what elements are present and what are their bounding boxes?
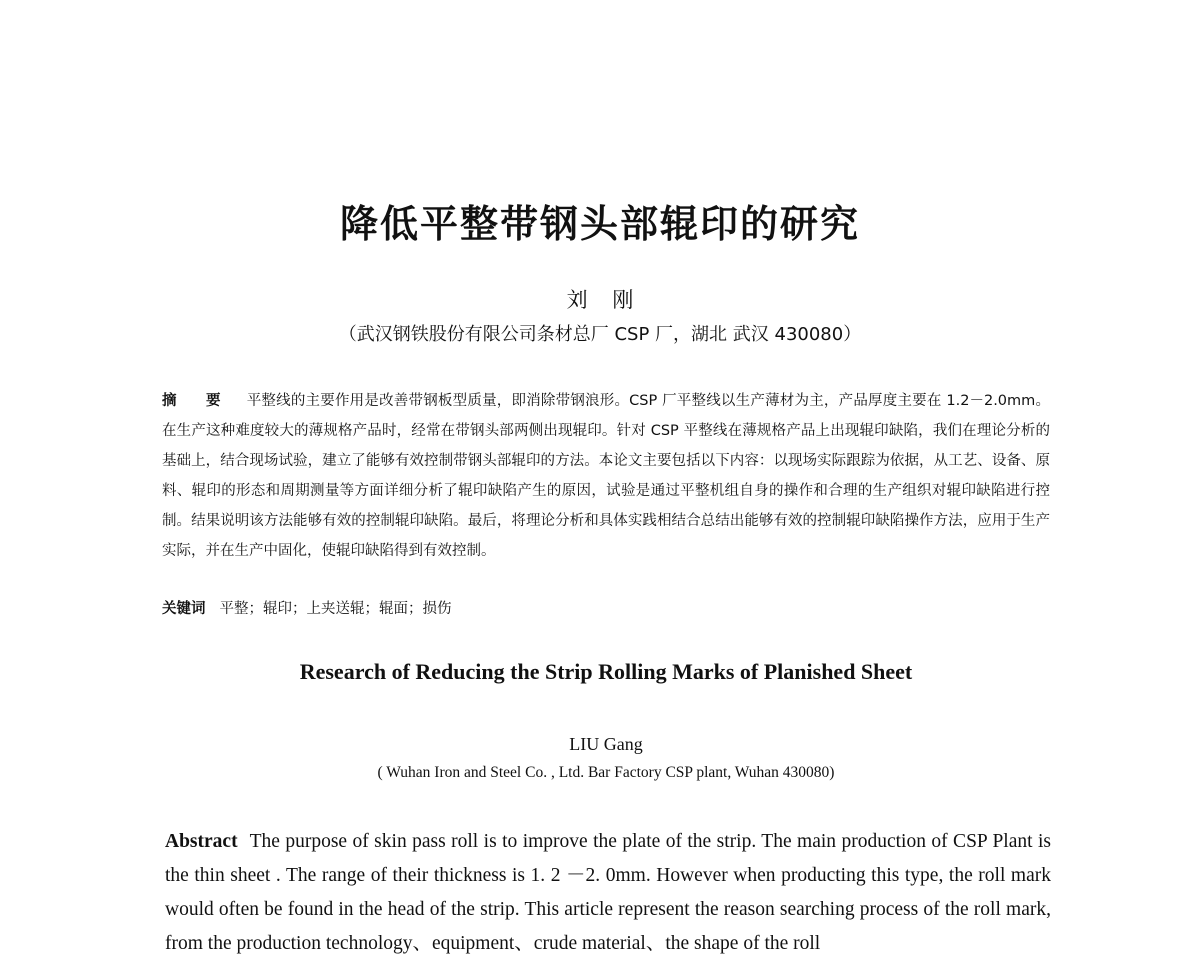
affiliation-english: ( Wuhan Iron and Steel Co. , Ltd. Bar Factory CSP plant, Wuhan 430080) [377, 764, 835, 781]
author-name-english: LIU Gang [569, 734, 643, 754]
keywords-chinese-label: 关键词 [162, 601, 206, 617]
abstract-english-label: Abstract [165, 831, 238, 852]
paper-title-english: Research of Reducing the Strip Rolling Marks of Planished Sheet [299, 659, 913, 684]
keywords-chinese [162, 597, 1050, 618]
abstract-chinese [162, 386, 1050, 566]
keywords-chinese-text: 平整；辊印；上夹送辊；辊面；损伤 [219, 601, 452, 617]
abstract-chinese-text: 平整线的主要作用是改善带钢板型质量，即消除带钢浪形。CSP 厂平整线以生产薄材为主，产品厚度主要在 1.2－2.0mm。在生产这种难度较大的薄规格产品时，经常在带钢头部两侧出现辊印。针对 CSP 平整线在薄规格产品上出现辊印缺陷，我们在理论分析的基础上，结合现场试验，建立了能够有效控制带钢头部辊印的方法。本论文主要包括以下内容：以现场实际跟踪为依据，从工艺、设备、原料、辊印的形态和周期测量等方面详细分析了辊印缺陷产生的原因，试验是通过平整机组自身的操作和合理的生产组织对辊印缺陷进行控制。结果说明该方法能够有效的控制辊印缺陷。最后，将理论分析和具体实践相结合总结出能够有效的控制辊印缺陷操作方法，应用于生产实际，并在生产中固化，使辊印缺陷得到有效控制。 [162, 393, 1050, 559]
abstract-english [165, 825, 1051, 961]
paper-title-chinese: 降低平整带钢头部辊印的研究 [339, 202, 860, 246]
abstract-chinese-label: 摘 要 [162, 393, 233, 409]
author-name-chinese: 刘 刚 [566, 288, 634, 312]
abstract-english-text: The purpose of skin pass roll is to improve the plate of the strip. The main production of CSP Plant is the thin sheet . The range of their thickness is 1. 2 －2. 0mm. However when producting this type, the roll mark would often be found in the head of the strip. This article represent the reason searching process of the roll mark, from the production technology、equipment、crude material、the shape of the roll [165, 831, 1051, 954]
affiliation-chinese: （武汉钢铁股份有限公司条材总厂 CSP 厂，湖北 武汉 430080） [338, 324, 862, 345]
